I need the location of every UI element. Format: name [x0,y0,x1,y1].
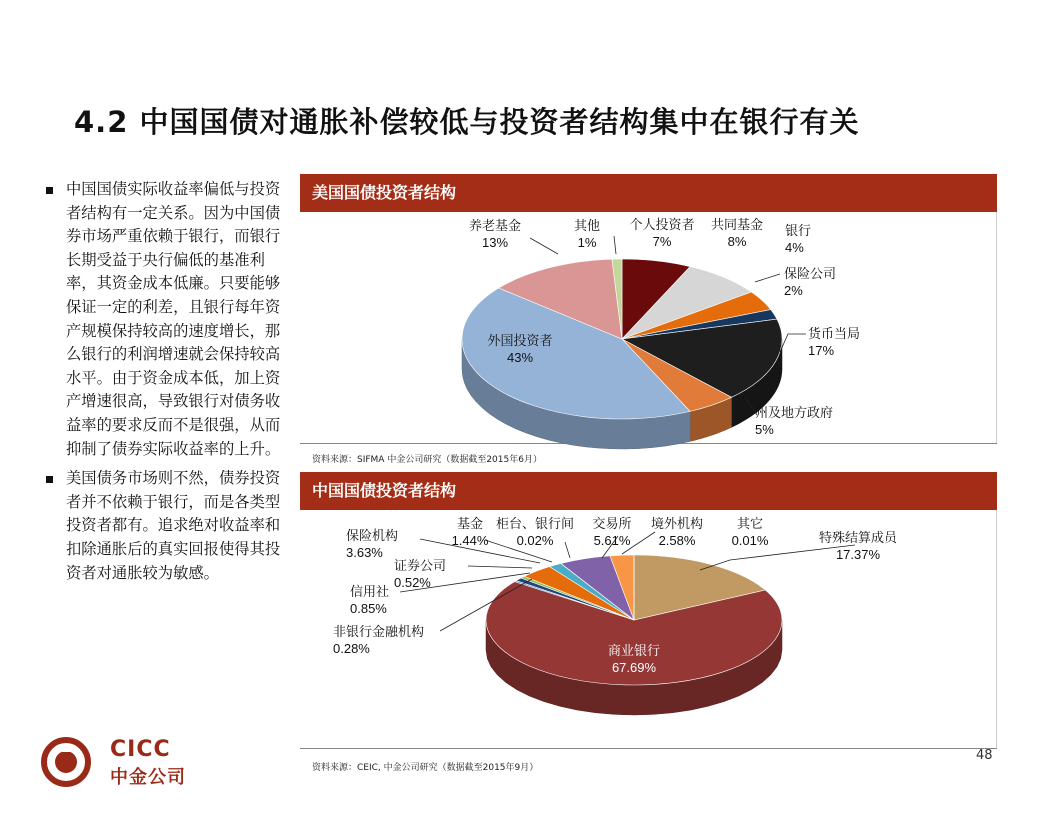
leader-line [565,542,570,558]
slice-label: 商业银行 [607,644,661,659]
slice-value-label: 67.69% [611,660,657,675]
bullet-item [46,178,288,461]
bullet-square-icon [46,476,53,483]
slice-label: 柜台、银行间 [495,517,575,532]
slice-value-label: 8% [727,234,747,249]
us-investor-pie-chart [300,212,997,443]
slice-value-label: 0.01% [731,533,769,548]
page-title: 4.2 中国国债对通胀补偿较低与投资者结构集中在银行有关 [74,105,860,139]
slice-label: 基金 [456,517,484,532]
slice-value-label: 3.63% [346,545,383,560]
slice-label: 保险公司 [784,267,837,282]
slice-label: 其他 [573,219,601,234]
panel-divider [300,748,997,749]
slice-label: 境外机构 [650,517,704,532]
logo-text-cn: 中金公司 [110,767,186,788]
leader-line [755,274,780,282]
slice-label: 个人投资者 [629,218,695,233]
bullet-list [46,178,288,591]
slice-value-label: 7% [652,234,672,249]
page-number: 48 [976,748,993,763]
leader-line [700,545,855,570]
slice-value-label: 13% [481,235,509,250]
cn-investor-pie-chart [300,510,997,748]
slice-value-label: 43% [506,350,534,365]
us-chart-source: 资料来源：SIFMA 中金公司研究（数据截至2015年6月） [312,455,542,465]
bullet-text: 美国债务市场则不然，债券投资者并不依赖于银行，而是各类型投资者都有。追求绝对收益率和扣除通胀后的真实回报使得其投资者对通胀较为敏感。 [66,469,281,582]
slice-label: 银行 [785,224,812,239]
slice-value-label: 2.58% [658,533,696,548]
slice-label: 共同基金 [710,218,764,233]
slice-value-label: 0.52% [394,575,431,590]
leader-line [780,334,806,352]
slice-label: 养老基金 [468,219,522,234]
slice-label: 外国投资者 [487,334,553,349]
slice-value-label: 5.61% [593,533,631,548]
slice-label: 特殊结算成员 [818,531,898,546]
slice-label: 保险机构 [346,529,399,544]
slice-value-label: 17.37% [835,547,881,562]
slice-value-label: 5% [755,422,774,437]
slice-label: 非银行金融机构 [333,625,425,640]
slice-label: 信用社 [350,585,390,600]
cn-chart-source: 资料来源：CEIC, 中金公司研究（数据截至2015年9月） [312,763,539,773]
slice-value-label: 1.44% [451,533,489,548]
us-chart-header: 美国国债投资者结构 [300,174,997,212]
slice-label: 证券公司 [394,559,447,574]
bullet-text: 中国国债实际收益率偏低与投资者结构有一定关系。因为中国债券市场严重依赖于银行，而银行长期受益于央行偏低的基准利率，其资金成本低廉。只要能够保证一定的利差，且银行每年资产规模保持较高的速度增长，那么银行的利润增速就会保持较高水平。由于资金成本低，加上资产增速很高，导致银行对债务收益率的要求反而不是很强，从而抑制了债券实际收益率的上升。 [66,180,281,458]
slice-label: 州及地方政府 [755,406,834,421]
slice-value-label: 1% [577,235,597,250]
slice-label: 货币当局 [808,327,861,342]
slice-value-label: 17% [808,343,835,358]
leader-line [530,238,558,254]
logo-text-en: CICC [110,737,171,762]
leader-line [468,566,532,568]
bullet-item [46,467,288,585]
slice-value-label: 4% [785,240,804,255]
slice-value-label: 0.85% [350,601,387,616]
slice-label: 交易所 [592,517,632,532]
slice-label: 其它 [736,517,764,532]
bullet-square-icon [46,187,53,194]
slice-value-label: 0.02% [516,533,554,548]
slice-value-label: 2% [784,283,803,298]
cn-chart-header: 中国国债投资者结构 [300,472,997,510]
slice-value-label: 0.28% [333,641,370,656]
leader-line [614,236,616,254]
